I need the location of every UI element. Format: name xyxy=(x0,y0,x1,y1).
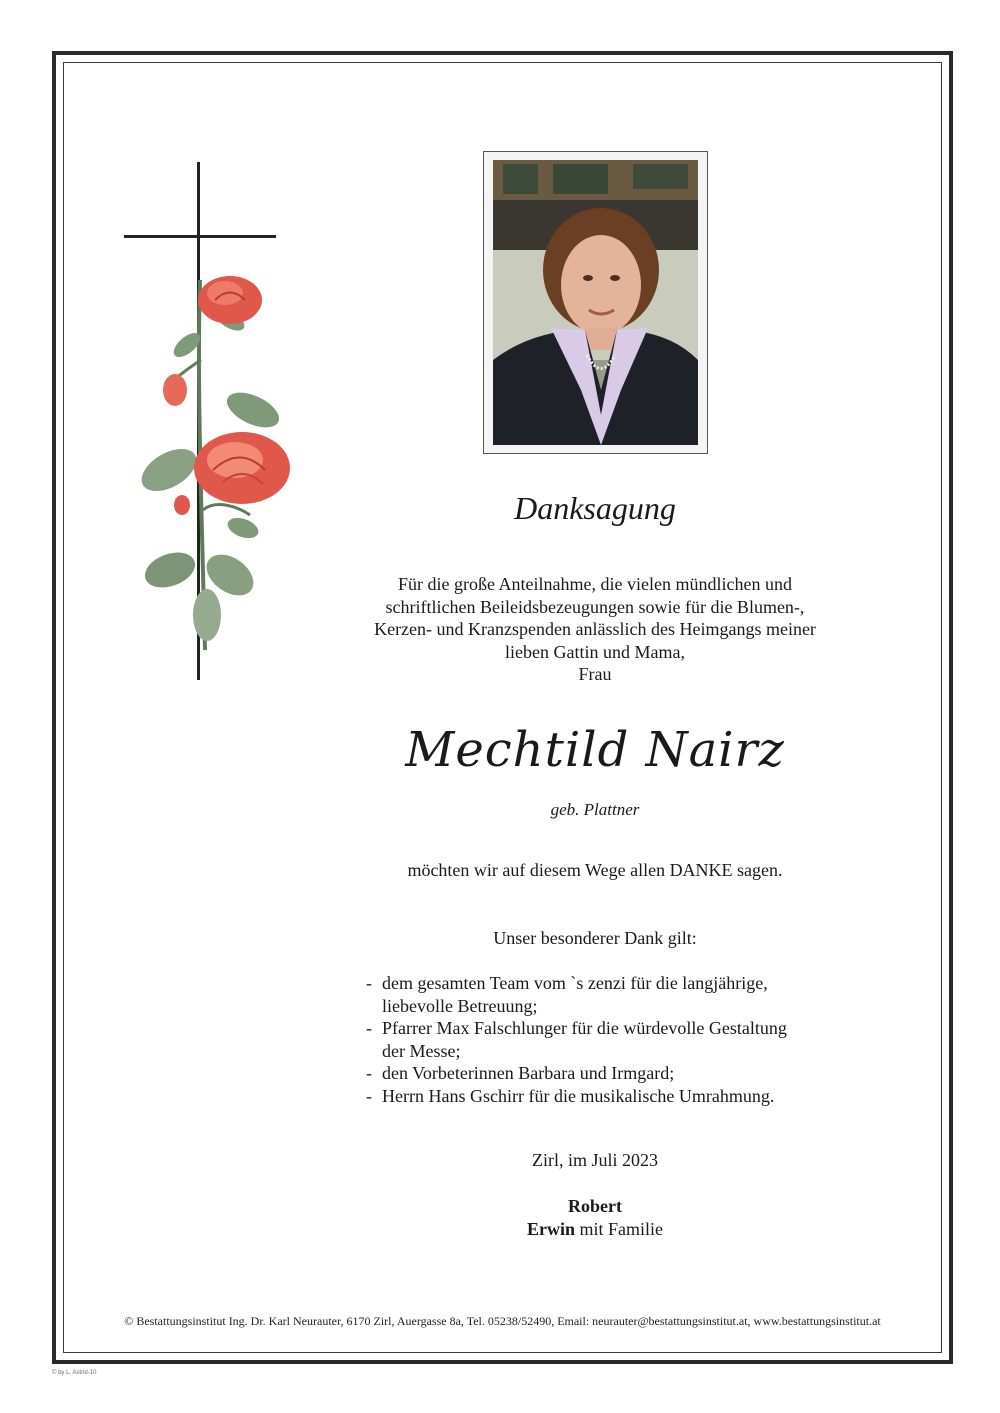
rose-bud-icon xyxy=(163,374,187,406)
signature-name: Robert xyxy=(568,1196,622,1216)
leaf-icon xyxy=(225,514,261,542)
cross-icon-horizontal xyxy=(124,235,276,238)
rose-icon xyxy=(194,432,290,504)
signature-line xyxy=(300,1218,890,1241)
signature-line xyxy=(300,1195,890,1218)
dash-bullet: - xyxy=(366,1063,372,1083)
rose-icon xyxy=(198,276,262,324)
portrait-frame xyxy=(483,151,708,454)
special-thanks-heading: Unser besonderer Dank gilt: xyxy=(493,928,697,948)
tiny-note: © by L. Astrid-10 xyxy=(52,1370,97,1376)
intro-line: Kerzen- und Kranzspenden anlässlich des Heimgangs meiner xyxy=(374,619,816,639)
leaf-icon xyxy=(135,440,203,499)
list-item-line: Pfarrer Max Falschlunger für die würdevolle Gestaltung xyxy=(382,1018,787,1038)
thanks-line: möchten wir auf diesem Wege allen DANKE sagen. xyxy=(407,860,783,880)
footer-imprint: © Bestattungsinstitut Ing. Dr. Karl Neurauter, 6170 Zirl, Auergasse 8a, Tel. 05238/52490, Email: neurauter@bestattungsinstitut.at, www.bestattungsinstitut.at xyxy=(124,1314,881,1328)
intro-paragraph xyxy=(300,573,890,686)
portrait-photo xyxy=(493,160,698,445)
rose-bud-icon xyxy=(174,495,190,515)
list-item xyxy=(366,1085,787,1108)
signature-name: Erwin xyxy=(526,1218,575,1239)
thanks-list xyxy=(366,972,787,1107)
intro-line: schriftlichen Beileidsbezeugungen sowie für die Blumen-, xyxy=(385,596,805,617)
list-item-line: den Vorbeterinnen Barbara und Irmgard; xyxy=(382,1063,675,1083)
dash-bullet: - xyxy=(366,973,372,993)
signatures xyxy=(300,1195,890,1240)
signature-rest: mit Familie xyxy=(575,1218,663,1239)
leaf-icon xyxy=(222,385,285,434)
list-item-line: der Messe; xyxy=(382,1040,461,1061)
leaf-icon xyxy=(193,589,221,641)
list-item xyxy=(366,972,787,1017)
place-date: Zirl, im Juli 2023 xyxy=(532,1150,658,1170)
intro-line: lieben Gattin und Mama, xyxy=(505,641,685,662)
list-item-line: Herrn Hans Gschirr für die musikalische Umrahmung. xyxy=(382,1085,775,1106)
list-item xyxy=(366,1062,787,1085)
dash-bullet: - xyxy=(366,1018,372,1038)
maiden-name: geb. Plattner xyxy=(550,800,640,819)
deceased-name: Mechtild Nairz xyxy=(405,722,785,778)
list-item xyxy=(366,1017,787,1062)
intro-line: Frau xyxy=(578,664,612,684)
intro-line: Für die große Anteilnahme, die vielen mündlichen und xyxy=(398,574,792,594)
leaf-icon xyxy=(140,546,200,594)
list-item-line: dem gesamten Team vom `s zenzi für die langjährige, xyxy=(382,973,768,993)
roses-illustration xyxy=(135,260,305,670)
page-title: Danksagung xyxy=(514,490,676,526)
dash-bullet: - xyxy=(366,1085,372,1106)
list-item-line: liebevolle Betreuung; xyxy=(382,995,538,1016)
